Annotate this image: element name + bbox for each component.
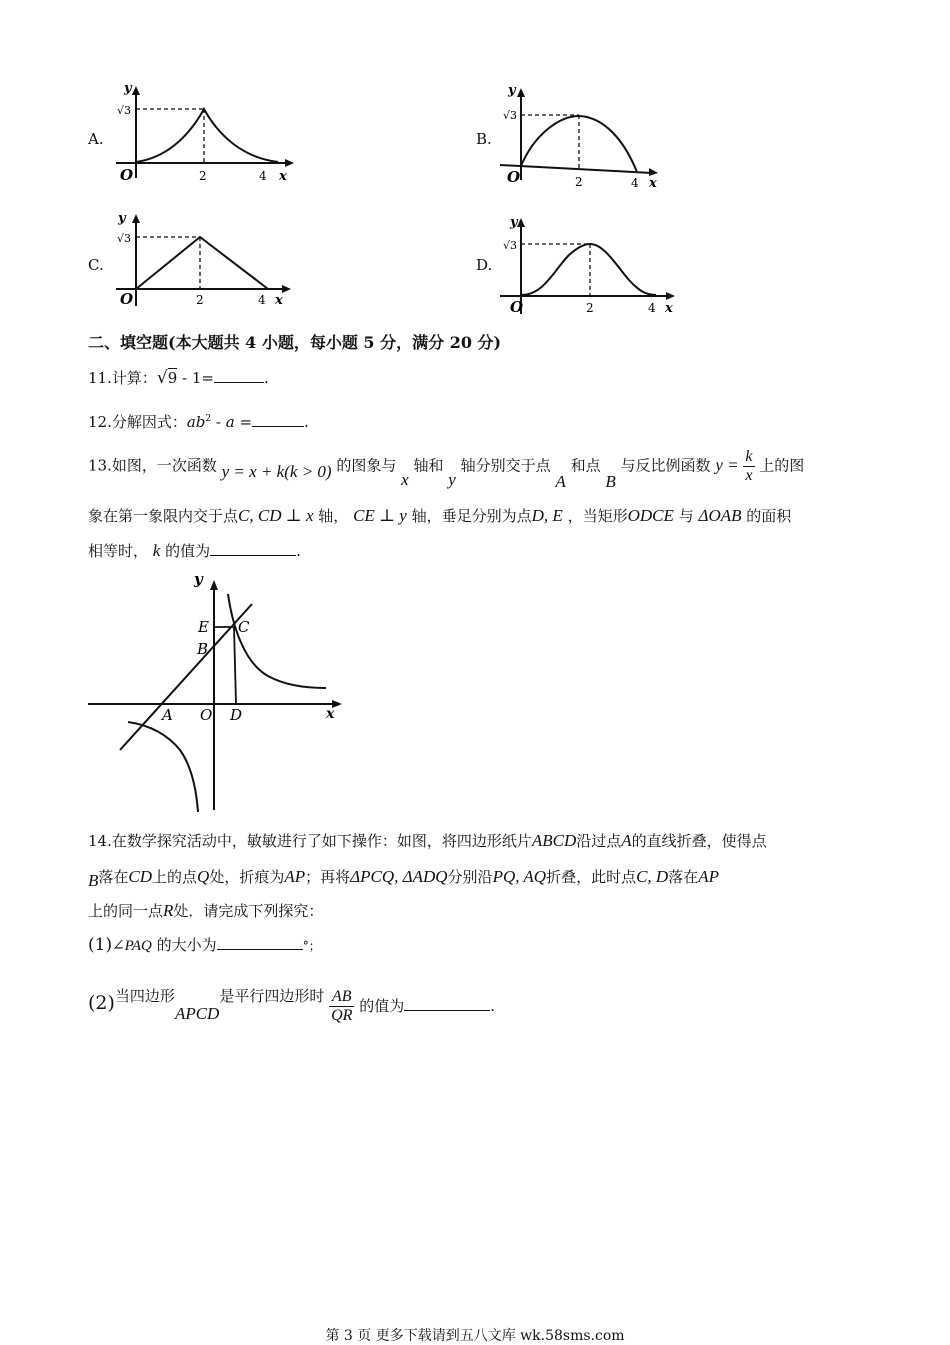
q12-answer-blank[interactable] [252,412,304,427]
q14-ap-2: AP [698,867,720,886]
q14-part1-number: (1) [88,935,113,955]
question-13-line-3 [88,540,301,562]
question-14-line-3 [88,900,323,922]
option-a-graph [110,78,300,188]
q14-abcd: ABCD [531,831,577,850]
q14-text: 处．请完成下列探究： [173,902,324,920]
option-a-letter: A. [88,130,104,148]
fig13-point-e: E [198,618,209,636]
q14-pq-aq: PQ, AQ [492,867,547,886]
q13-text: 轴和 [413,456,444,475]
x-axis-label: x [275,293,283,308]
q14-frac-num: AB [329,988,354,1007]
q14-triangles: ΔPCQ, ΔADQ [350,867,448,886]
q14-text: 上的点 [152,868,198,886]
tick-4: 4 [259,169,267,183]
sqrt3-label: √3 [503,109,518,122]
y-axis-label: y [510,215,518,230]
q13-condition: (k > 0) [284,461,332,481]
q14-c-d: C, D [636,867,669,886]
y-axis-label: y [124,81,132,96]
q13-inverse-func: y = [715,455,739,475]
question-11 [88,367,269,389]
question-13-line-2 [88,505,791,527]
q13-text: 的值为 [165,542,211,560]
fig13-point-b: B [197,640,209,658]
q14-text: 是平行四边形时 [219,986,325,1005]
question-13-line-1 [88,448,805,491]
q14-text: 落在 [98,868,129,886]
question-14-line-1 [88,830,767,852]
q13-text: 象在第一象限内交于点 [88,507,239,525]
q13-linear-func: y = x + k [221,461,285,481]
q14-apcd: APCD [174,1003,220,1023]
q14-text: 分别沿 [447,868,493,886]
tick-4: 4 [631,176,639,190]
q14-part2-number: (2) [88,991,115,1014]
origin-label: O [510,298,524,316]
q14-ap: AP [284,867,306,886]
q13-frac-den: x [745,467,753,484]
tick-4: 4 [258,293,266,307]
q11-rest: - 1= [177,369,214,387]
x-axis-label: x [665,301,673,316]
q14-frac-den: QR [331,1007,353,1024]
fig13-point-a: A [162,706,173,724]
question-14-line-2 [88,866,719,888]
q14-text: ；再将 [305,868,351,886]
option-b-graph [494,80,674,192]
q13-de: D, E [531,506,563,525]
x-axis-label: x [649,176,657,191]
y-axis-label: y [508,83,516,98]
fig13-point-d: D [230,706,243,724]
q13-text: 轴， [318,507,349,525]
page-footer: 第 3 页 更多下载请到五八文库 wk.58sms.com [325,1328,625,1344]
tick-2: 2 [586,301,594,315]
q14-text: 当四边形 [114,986,175,1005]
q13-x: x [401,469,409,489]
q12-sup: 2 [205,414,212,424]
q14-b: B [88,871,99,890]
q13-text: 轴分别交于点 [460,456,551,475]
q12-prefix: 12.分解因式： [88,413,187,431]
question-12 [88,408,309,433]
q12-expr-a: ab [186,413,206,431]
option-c-graph [110,206,300,312]
q14-text: 沿过点 [576,832,622,850]
section-title: 二、填空题(本大题共 4 小题，每小题 5 分，满分 20 分) [88,333,502,352]
q13-text: 与 [678,507,694,525]
q13-text: 的面积 [746,507,792,525]
origin-label: O [120,290,134,308]
q14-angle: ∠PAQ [112,938,152,954]
q13-answer-blank[interactable] [210,541,296,556]
q14-text: 的直线折叠，使得点 [631,832,767,850]
q14-text: 的大小为 [156,936,217,954]
tick-2: 2 [196,293,204,307]
q13-text: 的图象与 [336,456,397,475]
fig13-point-o: O [200,706,213,724]
q13-text: 轴，垂足分别为点 [411,507,532,525]
q11-prefix: 11.计算： [88,369,157,387]
q13-text: 上的图 [759,456,805,475]
origin-label: O [507,168,521,186]
q14-text: 14.在数学探究活动中，敏敏进行了如下操作：如图，将四边形纸片 [88,832,532,850]
q14-text: 上的同一点 [88,902,164,920]
q13-figure [88,570,350,815]
q14-fraction [329,988,354,1025]
q13-text: 相等时， [88,542,149,560]
option-d-graph [494,210,684,318]
q11-end: . [263,369,269,387]
q13-ce-perp: CE ⊥ y [353,506,407,525]
sqrt-sign: √ [156,368,168,388]
fig13-x-label: x [326,706,335,722]
q12-expr-b: - a = [211,413,253,431]
q12-end: . [304,413,309,431]
q14-part1-blank[interactable] [217,935,303,950]
tick-2: 2 [575,175,583,189]
q11-radicand: 9 [167,369,178,387]
x-axis-label: x [279,169,287,184]
fig13-point-c: C [238,618,250,636]
q11-answer-blank[interactable] [214,368,264,383]
y-axis-label: y [118,211,126,226]
question-14-part-1 [88,934,321,957]
option-d-letter: D. [476,256,493,274]
q14-part2-end: . [490,996,496,1015]
sqrt3-label: √3 [117,104,132,117]
q13-frac-num: k [745,448,753,465]
option-b-letter: B. [476,130,492,148]
q14-text: 折叠，此时点 [546,868,637,886]
question-14-part-2 [88,976,496,1024]
q14-a: A [621,831,632,850]
q13-text: ，当矩形 [567,507,628,525]
tick-2: 2 [199,169,207,183]
q13-point-b: B [605,471,616,491]
q14-cd: CD [128,867,153,886]
q14-r: R [163,901,174,920]
sqrt3-label: √3 [503,239,518,252]
q13-cd-perp: C, CD ⊥ x [238,506,314,525]
q13-odce: ODCE [627,506,674,525]
option-c-letter: C. [88,256,104,274]
q14-part1-end: °； [302,939,321,953]
q14-q: Q [197,867,210,886]
tick-4: 4 [648,301,656,315]
q14-text: 的值为 [359,996,405,1015]
q14-text: 落在 [668,868,699,886]
q14-part2-blank[interactable] [404,996,490,1011]
q13-point-a: A [555,471,566,491]
q13-text: 和点 [570,456,601,475]
fig13-y-label: y [194,570,203,588]
q13-text: 13.如图，一次函数 [88,456,217,475]
q13-text: 与反比例函数 [620,456,711,475]
sqrt3-label: √3 [117,232,132,245]
q13-oab: ΔOAB [698,506,742,525]
q13-end: . [296,542,301,560]
q13-fraction [743,448,754,485]
q14-text: 处，折痕为 [209,868,285,886]
origin-label: O [120,166,134,184]
q13-y: y [448,469,456,489]
q13-k: k [152,541,161,560]
